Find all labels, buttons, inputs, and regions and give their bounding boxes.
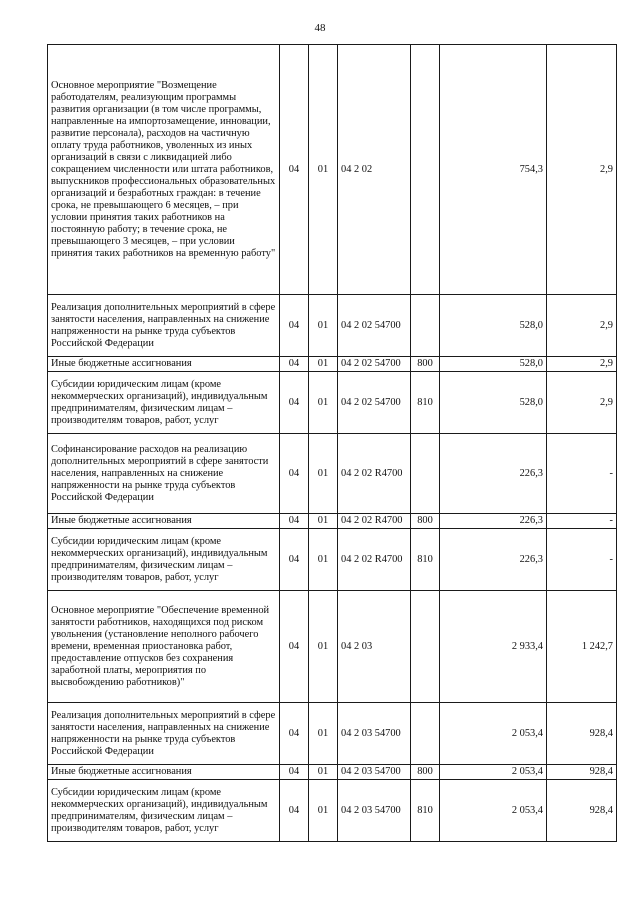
section-code-cell: 04 <box>280 357 309 372</box>
section-code-cell: 04 <box>280 591 309 703</box>
target-article-cell: 04 2 02 R4700 <box>338 529 411 591</box>
amount-cell: 226,3 <box>440 529 547 591</box>
table-row <box>48 765 617 780</box>
amount-cell: 226,3 <box>440 514 547 529</box>
amount-cell: 2 053,4 <box>440 780 547 842</box>
expense-type-cell <box>411 703 440 765</box>
section-code-cell: 04 <box>280 45 309 295</box>
subsection-code-cell: 01 <box>309 295 338 357</box>
target-article-cell: 04 2 03 <box>338 591 411 703</box>
subsection-code-cell: 01 <box>309 45 338 295</box>
row-name-cell: Иные бюджетные ассигнования <box>48 765 280 780</box>
subsection-code-cell: 01 <box>309 357 338 372</box>
target-article-cell: 04 2 02 54700 <box>338 372 411 434</box>
subsection-code-cell: 01 <box>309 780 338 842</box>
target-article-cell: 04 2 02 <box>338 45 411 295</box>
amount-cell: 528,0 <box>440 295 547 357</box>
table-row <box>48 372 617 434</box>
target-article-cell: 04 2 03 54700 <box>338 703 411 765</box>
table-row <box>48 357 617 372</box>
amount-second-cell: 2,9 <box>547 45 617 295</box>
amount-cell: 2 933,4 <box>440 591 547 703</box>
table-row <box>48 780 617 842</box>
row-name-cell: Софинансирование расходов на реализацию дополнительных мероприятий в сфере занятости населения, направленных на снижение напряженности на рынке труда субъектов Российской Федерации <box>48 434 280 514</box>
target-article-cell: 04 2 02 R4700 <box>338 434 411 514</box>
table-row <box>48 45 617 295</box>
row-name-cell: Субсидии юридическим лицам (кроме некоммерческих организаций), индивидуальным предпринимателям, физическим лицам – производителям товаров, работ, услуг <box>48 780 280 842</box>
amount-second-cell: 928,4 <box>547 703 617 765</box>
section-code-cell: 04 <box>280 780 309 842</box>
amount-second-cell: 928,4 <box>547 780 617 842</box>
amount-second-cell: - <box>547 529 617 591</box>
amount-second-cell: 1 242,7 <box>547 591 617 703</box>
amount-cell: 528,0 <box>440 372 547 434</box>
row-name-cell: Иные бюджетные ассигнования <box>48 357 280 372</box>
amount-cell: 528,0 <box>440 357 547 372</box>
section-code-cell: 04 <box>280 514 309 529</box>
table-row <box>48 514 617 529</box>
section-code-cell: 04 <box>280 434 309 514</box>
amount-second-cell: 928,4 <box>547 765 617 780</box>
expense-type-cell: 800 <box>411 765 440 780</box>
target-article-cell: 04 2 02 54700 <box>338 357 411 372</box>
amount-second-cell: - <box>547 434 617 514</box>
section-code-cell: 04 <box>280 372 309 434</box>
row-name-cell: Основное мероприятие "Обеспечение временной занятости работников, находящихся под риском увольнения (установление неполного рабочего времени, временная приостановка работ, предоставление отпусков без сохранения заработной платы, мероприятия по высвобождению работников)" <box>48 591 280 703</box>
subsection-code-cell: 01 <box>309 591 338 703</box>
target-article-cell: 04 2 03 54700 <box>338 780 411 842</box>
subsection-code-cell: 01 <box>309 765 338 780</box>
table-row <box>48 529 617 591</box>
expense-type-cell: 810 <box>411 780 440 842</box>
section-code-cell: 04 <box>280 765 309 780</box>
target-article-cell: 04 2 02 R4700 <box>338 514 411 529</box>
table-row <box>48 434 617 514</box>
amount-cell: 226,3 <box>440 434 547 514</box>
amount-second-cell: 2,9 <box>547 295 617 357</box>
expense-type-cell: 810 <box>411 529 440 591</box>
page-number: 48 <box>314 22 326 34</box>
subsection-code-cell: 01 <box>309 434 338 514</box>
row-name-cell: Субсидии юридическим лицам (кроме некоммерческих организаций), индивидуальным предпринимателям, физическим лицам – производителям товаров, работ, услуг <box>48 529 280 591</box>
section-code-cell: 04 <box>280 529 309 591</box>
amount-second-cell: - <box>547 514 617 529</box>
amount-second-cell: 2,9 <box>547 357 617 372</box>
subsection-code-cell: 01 <box>309 529 338 591</box>
section-code-cell: 04 <box>280 703 309 765</box>
table-row <box>48 703 617 765</box>
row-name-cell: Иные бюджетные ассигнования <box>48 514 280 529</box>
expense-type-cell <box>411 434 440 514</box>
subsection-code-cell: 01 <box>309 372 338 434</box>
amount-cell: 754,3 <box>440 45 547 295</box>
expense-type-cell <box>411 45 440 295</box>
expense-type-cell: 800 <box>411 514 440 529</box>
expense-type-cell <box>411 591 440 703</box>
subsection-code-cell: 01 <box>309 703 338 765</box>
expense-type-cell: 810 <box>411 372 440 434</box>
section-code-cell: 04 <box>280 295 309 357</box>
expense-type-cell: 800 <box>411 357 440 372</box>
budget-table-body <box>48 45 617 842</box>
row-name-cell: Основное мероприятие "Возмещение работодателям, реализующим программы развития организации (в том числе программы, направленные на импортозамещение, инновации, развитие персонала), расходов на частичную оплату труда работников, уволенных из иных организаций в связи с ликвидацией либо сокращением численности или штата работников, выпускников профессиональных образовательных организаций и безработных граждан: в течение срока, не превышающего 6 месяцев, – при условии принятия таких работников на постоянную работу; в течение срока, не превышающего 3 месяцев, – при условии принятия таких работников на временную работу" <box>48 45 280 295</box>
table-row <box>48 591 617 703</box>
target-article-cell: 04 2 02 54700 <box>338 295 411 357</box>
target-article-cell: 04 2 03 54700 <box>338 765 411 780</box>
row-name-cell: Реализация дополнительных мероприятий в сфере занятости населения, направленных на снижение напряженности на рынке труда субъектов Российской Федерации <box>48 295 280 357</box>
amount-cell: 2 053,4 <box>440 765 547 780</box>
budget-table <box>47 44 617 842</box>
row-name-cell: Реализация дополнительных мероприятий в сфере занятости населения, направленных на снижение напряженности на рынке труда субъектов Российской Федерации <box>48 703 280 765</box>
amount-second-cell: 2,9 <box>547 372 617 434</box>
amount-cell: 2 053,4 <box>440 703 547 765</box>
subsection-code-cell: 01 <box>309 514 338 529</box>
table-row <box>48 295 617 357</box>
expense-type-cell <box>411 295 440 357</box>
row-name-cell: Субсидии юридическим лицам (кроме некоммерческих организаций), индивидуальным предпринимателям, физическим лицам – производителям товаров, работ, услуг <box>48 372 280 434</box>
